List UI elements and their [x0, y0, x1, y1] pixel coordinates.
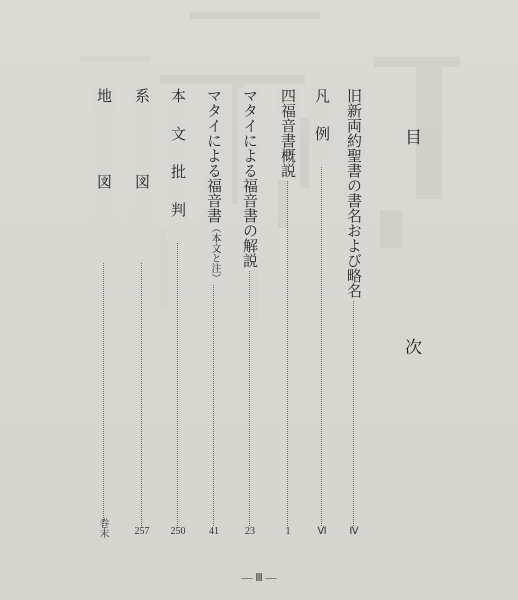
toc-entry-page: 1: [285, 526, 291, 537]
toc-entry-label: マタイによる福音書の解説: [238, 88, 262, 270]
toc-entry-page: 250: [170, 526, 186, 537]
page-title: 目 次: [401, 128, 421, 443]
toc-entry-label: 本文批判: [166, 88, 190, 242]
toc-entry-label: 四福音書概説: [276, 88, 300, 180]
toc-entry-gospels-overview: [276, 88, 300, 550]
toc-entry-page: 23: [245, 526, 255, 537]
toc-entry-page: 41: [209, 526, 219, 537]
toc-entry-book-names: [342, 88, 366, 550]
toc-entry-genealogy: [130, 88, 154, 550]
page-number: — Ⅲ —: [241, 572, 277, 584]
toc-entry-label: 地図: [92, 88, 116, 262]
toc-entry-matthew-commentary: [238, 88, 262, 550]
toc-entry-subnote: （本文と注）: [209, 223, 220, 283]
toc-entry-main-label: マタイによる福音書: [205, 88, 223, 223]
toc-entry-maps: [92, 88, 116, 550]
toc-entry-label: [202, 88, 226, 285]
toc-entry-label: 凡例: [310, 88, 334, 166]
toc-entry-page: 巻末: [97, 518, 108, 538]
toc-entry-page: Ⅳ: [349, 526, 359, 537]
toc-entry-page: 257: [134, 526, 150, 537]
toc-entry-textual-criticism: [166, 88, 190, 550]
toc-entry-label: 旧新両約聖書の書名および略名: [342, 88, 366, 300]
toc-entry-explanatory-notes: [310, 88, 334, 550]
toc-entry-page: Ⅵ: [317, 526, 327, 537]
toc-entry-label: 系図: [130, 88, 154, 262]
toc-entry-matthew-text: [202, 88, 226, 550]
